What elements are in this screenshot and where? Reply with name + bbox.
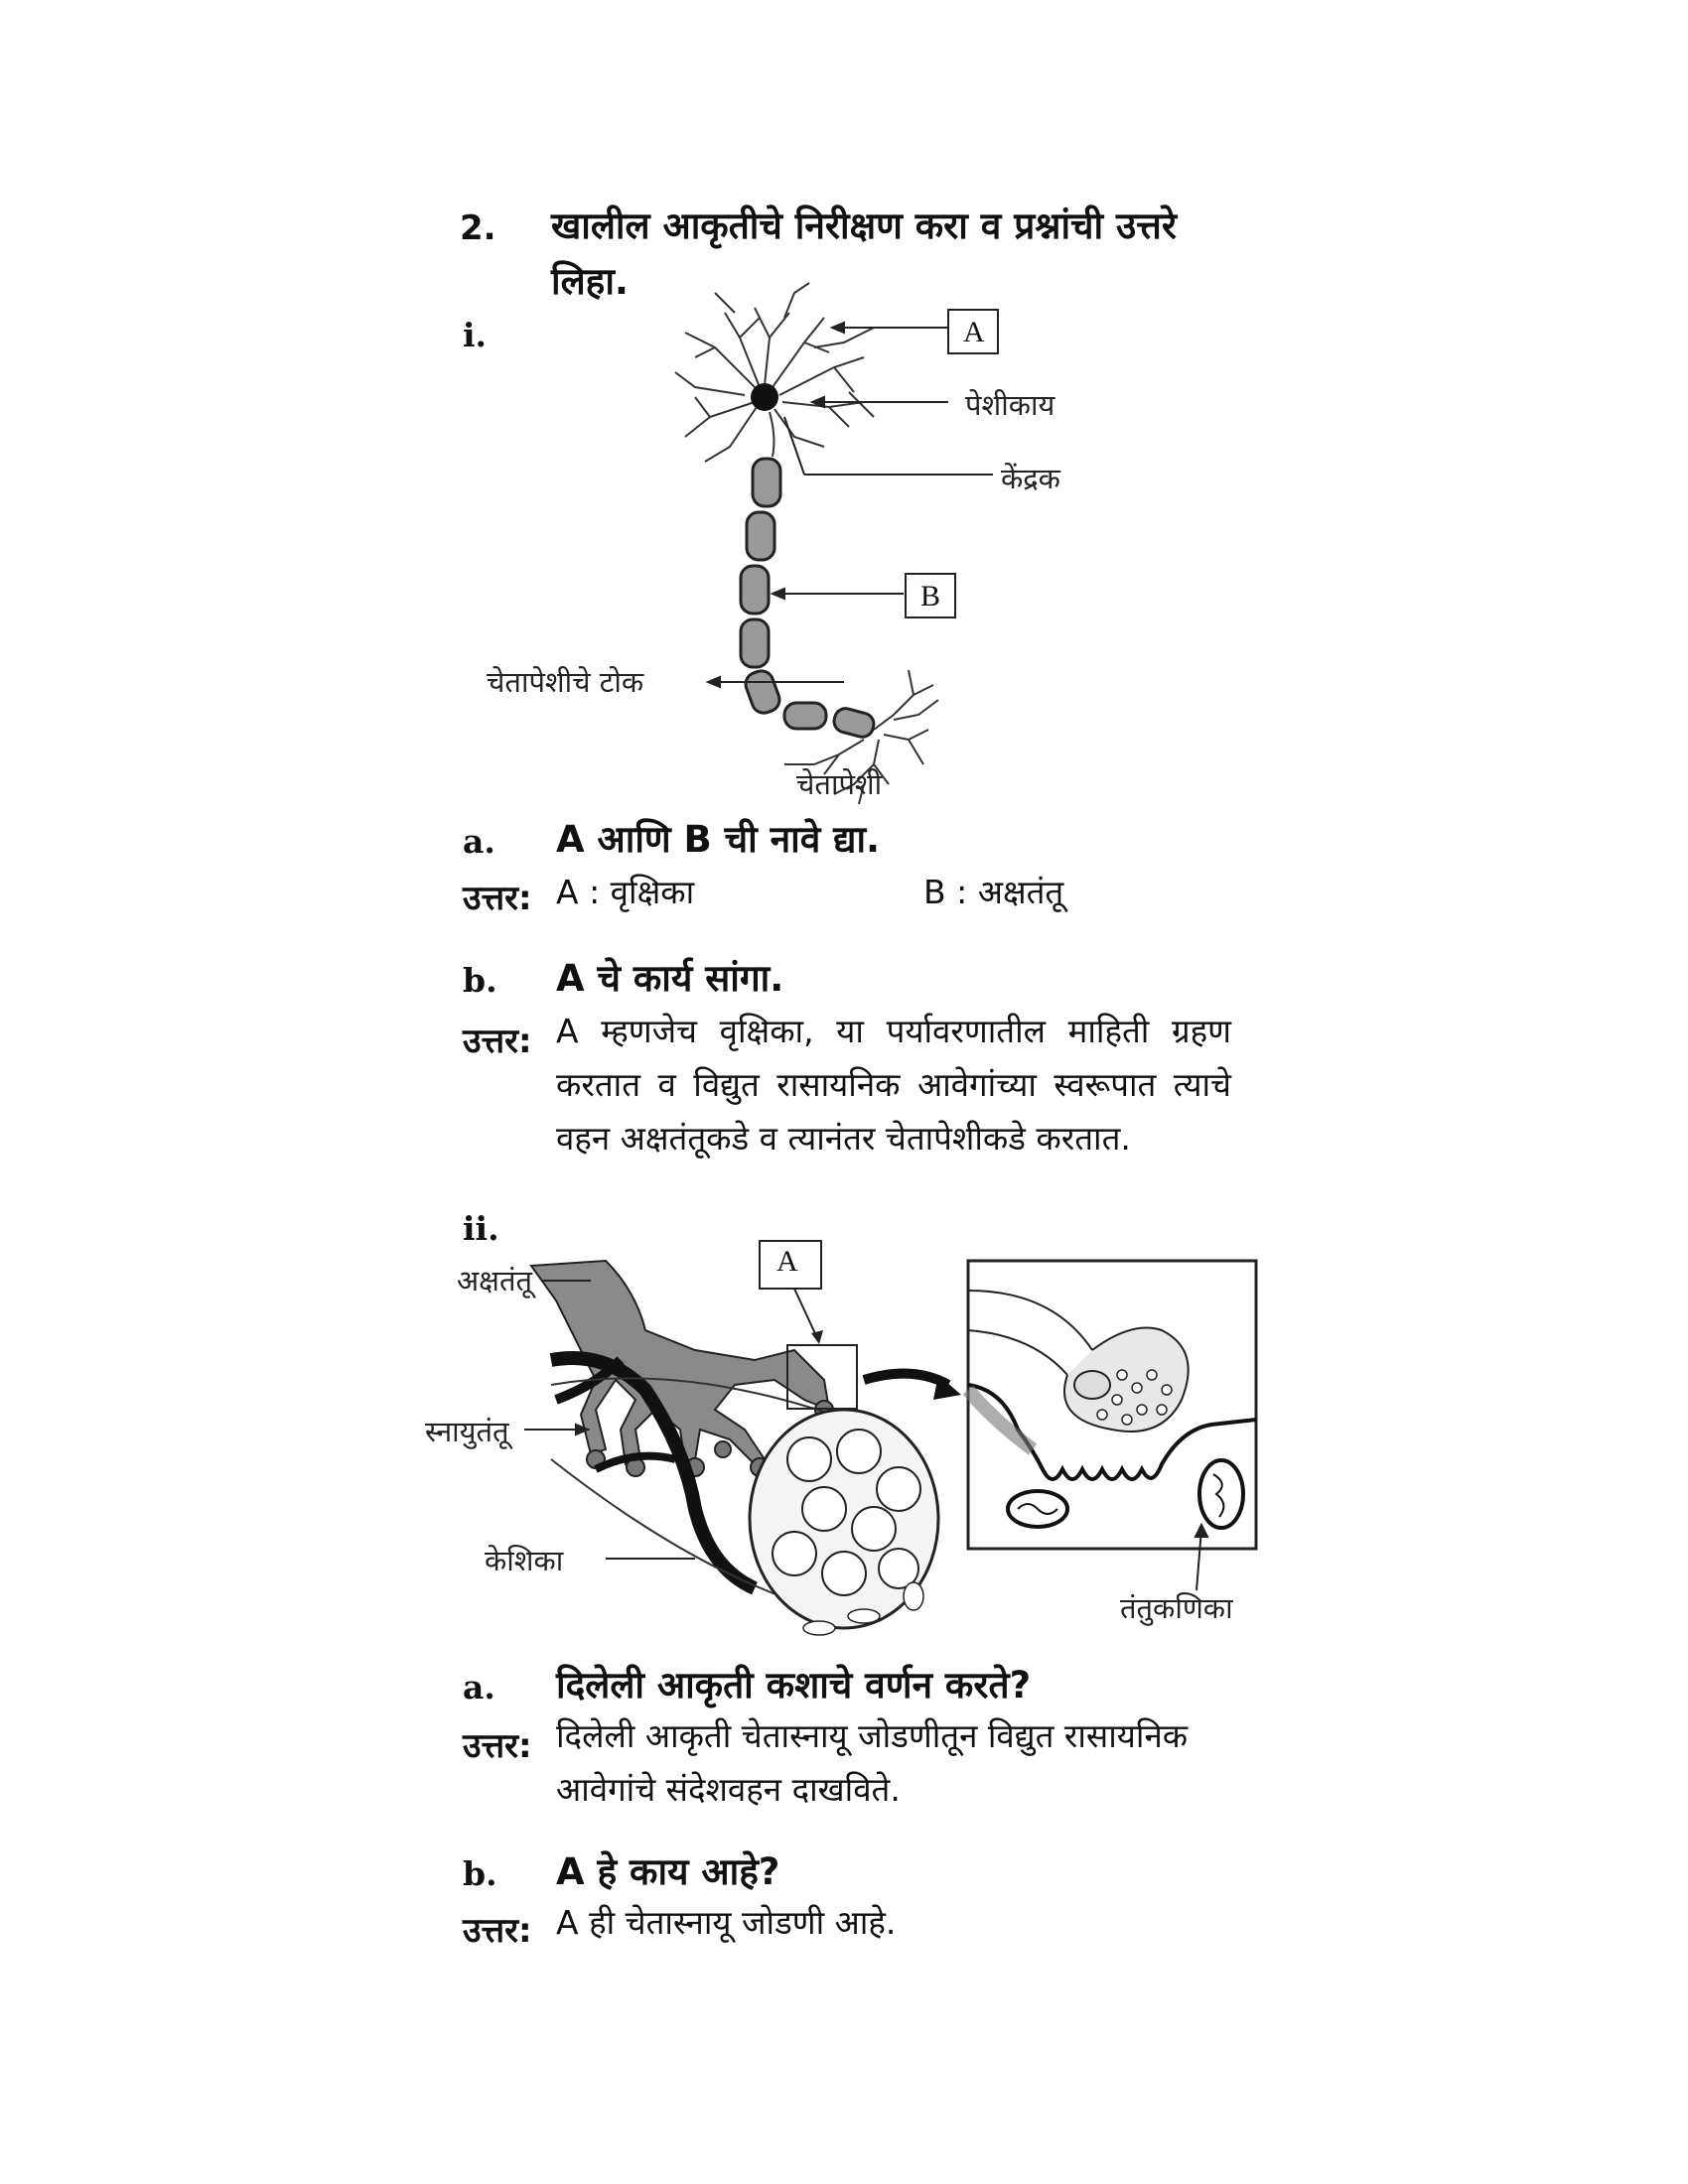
part-i-answer-b-label: उत्तर: <box>463 1022 532 1061</box>
capillary-label: केशिका <box>485 1544 564 1577</box>
question-text: खालील आकृतीचे निरीक्षण करा व प्रश्नांची उत्तरे लिहा. <box>551 205 1177 303</box>
question-number: 2. <box>460 208 496 248</box>
part-ii-answer-b-label: उत्तर: <box>463 1911 532 1951</box>
part-i-question-a: A आणि B ची नावे द्या. <box>556 818 881 861</box>
part-i-label: i. <box>463 316 488 354</box>
part-ii-answer-a: दिलेली आकृती चेतास्नायू जोडणीतून विद्युत रासायनिक आवेगांचे संदेशवहन दाखविते. <box>556 1716 1189 1809</box>
part-ii-answer-a-label: उत्तर: <box>463 1726 532 1766</box>
part-i-answer-a-label: उत्तर: <box>463 879 532 918</box>
part-ii-question-b: A हे काय आहे? <box>556 1850 780 1893</box>
neuron-box-a-label: A <box>963 316 985 348</box>
part-ii-sub-a: a. <box>463 1668 495 1706</box>
nmj-box-a-label: A <box>776 1245 798 1278</box>
part-ii-label: ii. <box>463 1209 499 1248</box>
muscle-label: स्नायुतंतू <box>425 1415 509 1448</box>
cell-body-label: पेशीकाय <box>965 388 1055 422</box>
part-ii-answer-b: A ही चेतास्नायू जोडणी आहे. <box>556 1903 897 1942</box>
part-i-sub-b: b. <box>463 961 497 1000</box>
part-i-answer-a-1: A : वृक्षिका <box>556 873 695 911</box>
neuron-caption: चेतापेशी <box>796 767 883 801</box>
part-ii-sub-b: b. <box>463 1854 497 1893</box>
mitochondria-label: तंतुकणिका <box>1120 1591 1233 1625</box>
part-i-answer-b: A म्हणजेच वृक्षिका, या पर्यावरणातील माहिती ग्रहण करतात व विद्युत रासायनिक आवेगांच्या स्वरूपात त्याचे वहन अक्षतंतूकडे व त्यानंतर चेतापेशीकडे करतात. <box>556 1012 1231 1158</box>
axon-label: अक्षतंतू <box>457 1264 533 1297</box>
part-ii-question-a: दिलेली आकृती कशाचे वर्णन करते? <box>556 1664 1032 1706</box>
neuron-box-b-label: B <box>920 580 941 613</box>
axon-end-label: चेतापेशीचे टोक <box>487 665 644 699</box>
part-i-sub-a: a. <box>463 822 495 861</box>
nucleus-label: केंद्रक <box>1001 462 1060 495</box>
part-i-question-b: A चे कार्य सांगा. <box>556 957 784 1000</box>
part-i-answer-a-2: B : अक्षतंतू <box>923 873 1064 911</box>
